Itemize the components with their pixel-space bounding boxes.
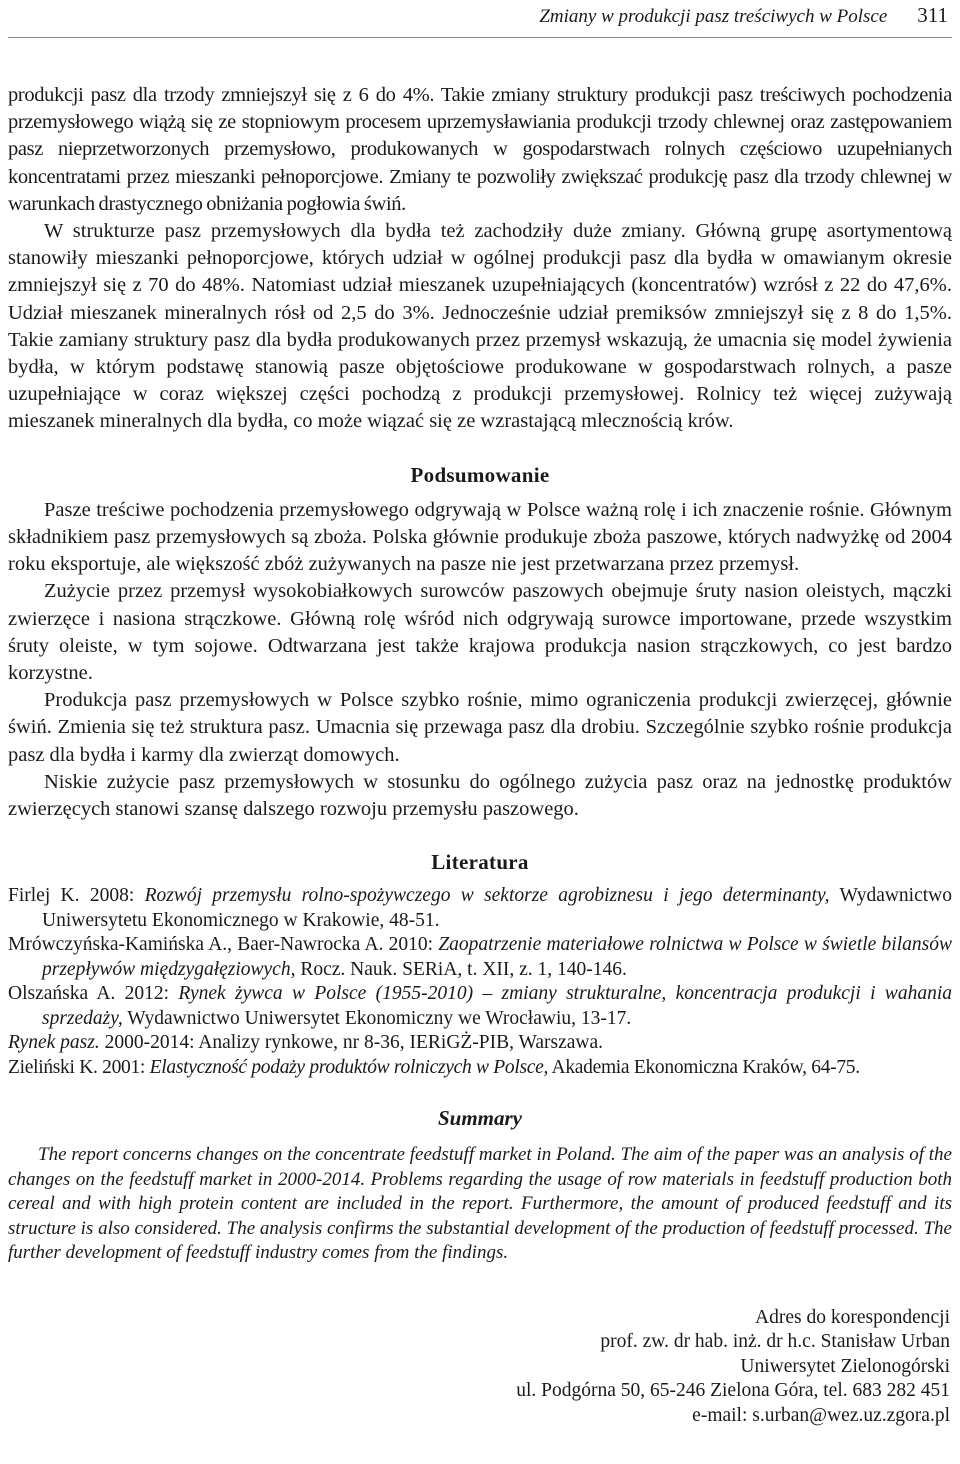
conclusion-paragraph: Pasze treściwe pochodzenia przemysłowego odgrywają w Polsce ważną rolę i ich znaczenie rośnie. Głównym składnikiem pasz przemysłowych są zboża. Polska głównie produkuje zboża paszowe, których nadwyżkę od 2004 roku eksportuje, ale większość zbóż zużywanych na pasze nie jest przetwarzana przez przemysł.: [8, 498, 952, 576]
english-abstract-text: The report concerns changes on the concentrate feedstuff market in Poland. The aim of the paper was an analysis of the changes on the feedstuff market in 2000-2014. Problems regarding the usage of row materials in feedstuff production both cereal and with high protein content are included in the report. Furthermore, the amount of produced feedstuff and its structure is also considered. The analysis confirms the substantial development of the production of feedstuff processed. The further development of feedstuff industry comes from the findings.: [8, 1144, 952, 1264]
author-affiliation: Uniwersytet Zielonogórski: [740, 1355, 950, 1377]
running-header: [8, 0, 952, 38]
section-heading-summary-en: Summary: [437, 1106, 523, 1131]
paragraph-cattle-feed: W strukturze pasz przemysłowych dla bydła też zachodziły duże zmiany. Główną grupę asortymentową stanowiły mieszanki pełnoporcjowe, których udział w ogólnej produkcji pasz dla bydła w omawianym okresie zmniejszył się z 70 do 48%. Natomiast udział mieszanek uzupełniających (koncentratów) wzrósł z 22 do 47,6%. Udział mieszanek mineralnych rósł od 2,5 do 3%. Jednocześnie udział premiksów zmniejszył się z 8 do 1,5%. Takie zamiany struktury pasz dla bydła produkowanych przez przemysł wskazują, że umacnia się model żywienia bydła, w którym podstawę stanowią pasze objętościowe produkowane w gospodarstwach rolnych, a pasze uzupełniające w coraz większej części pochodzą z produkcji przemysłowej. Rolnicy też więcej zużywają mieszanek mineralnych dla bydła, co może wiązać się ze wzrastającą mlecznością krów.: [8, 220, 952, 433]
reference-publisher: Wydawnictwo Uniwersytet Ekonomiczny we Wrocławiu, 13-17.: [122, 1007, 632, 1029]
reference-authors: Zieliński K. 2001:: [8, 1056, 150, 1078]
reference-title: Rynek pasz.: [8, 1032, 100, 1054]
reference-publisher: 2000-2014: Analizy rynkowe, nr 8-36, IERiGŻ-PIB, Warszawa.: [99, 1032, 604, 1054]
reference-item: [8, 982, 952, 1031]
reference-item: [8, 1056, 952, 1081]
reference-publisher: Akademia Ekonomiczna Kraków, 64-75.: [548, 1056, 860, 1078]
author-name: prof. zw. dr hab. inż. dr h.c. Stanisław Urban: [600, 1331, 950, 1353]
postal-address: ul. Podgórna 50, 65-246 Zielona Góra, tel. 683 282 451: [516, 1380, 950, 1402]
conclusion-paragraph: Niskie zużycie pasz przemysłowych w stosunku do ogólnego zużycia pasz oraz na jednostkę produktów zwierzęcych stanowi szansę dalszego rozwoju przemysłu paszowego.: [8, 770, 952, 821]
reference-publisher: Rocz. Nauk. SERiA, t. XII, z. 1, 140-146.: [295, 958, 627, 980]
reference-title: Elastyczność podaży produktów rolniczych w Polsce,: [149, 1056, 549, 1078]
correspondence-address: [8, 1306, 952, 1429]
reference-publisher: Wydawnictwo Uniwersytetu Ekonomicznego w Krakowie, 48-51.: [42, 885, 953, 931]
reference-authors: Firlej K. 2008:: [8, 885, 145, 907]
section-heading-summary-pl: Podsumowanie: [410, 462, 550, 487]
reference-list: [8, 884, 952, 1080]
conclusion-paragraph: Zużycie przez przemysł wysokobiałkowych surowców paszowych obejmuje śruty nasion oleistych, mączki zwierzęce i nasiona strączkowe. Główną rolę wśród nich odgrywają surowce importowane, przede wszystkim śruty oleiste, w tym sojowe. Odtwarzana jest także krajowa produkcja nasion strączkowych, co jest bardzo korzystne.: [8, 580, 952, 685]
reference-title: Zaopatrzenie materiałowe rolnictwa w Polsce w świetle bilansów przepływów międzygałęziowych,: [42, 934, 952, 980]
address-label: Adres do korespondencji: [755, 1306, 950, 1328]
reference-title: Rozwój przemysłu rolno-spożywczego w sektorze agrobiznesu i jego determinanty,: [144, 885, 830, 907]
section-heading-references: Literatura: [431, 850, 529, 875]
running-title: Zmiany w produkcji pasz treściwych w Polsce: [539, 6, 888, 27]
reference-item: [8, 1031, 952, 1056]
reference-item: [8, 933, 952, 982]
main-text: [8, 82, 952, 876]
paragraph-pig-feed: produkcji pasz dla trzody zmniejszył się z 6 do 4%. Takie zmiany struktury produkcji pasz treściwych pochodzenia przemysłowego wiążą się ze stopniowym procesem uprzemysławiania produkcji trzody chlewnej oraz zastępowaniem pasz nieprzetworzonych przemysłowo, produkowanych w gospodarstwach rolnych częściowo uzupełnianych koncentratami przez mieszanki pełnoporcjowe. Zmiany te pozwoliły zwiększać produkcję pasz dla trzody chlewnej w warunkach drastycznego obniżania pogłowia świń.: [8, 84, 952, 215]
page-number: 311: [917, 3, 948, 27]
reference-title: Rynek żywca w Polsce (1955-2010) – zmiany strukturalne, koncentracja produkcji i wahania sprzedaży,: [42, 983, 952, 1029]
reference-item: [8, 884, 952, 933]
email-address: e-mail: s.urban@wez.uz.zgora.pl: [692, 1404, 950, 1426]
english-abstract: [8, 1143, 952, 1266]
reference-authors: Olszańska A. 2012:: [8, 983, 179, 1005]
conclusion-paragraph: Produkcja pasz przemysłowych w Polsce szybko rośnie, mimo ograniczenia produkcji zwierzęcej, głównie świń. Zmienia się też struktura pasz. Umacnia się przewaga pasz dla drobiu. Szczególnie szybko rośnie produkcja pasz dla bydła i karmy dla zwierząt domowych.: [8, 689, 952, 766]
reference-authors: Mrówczyńska-Kamińska A., Baer-Nawrocka A. 2010:: [8, 934, 439, 956]
